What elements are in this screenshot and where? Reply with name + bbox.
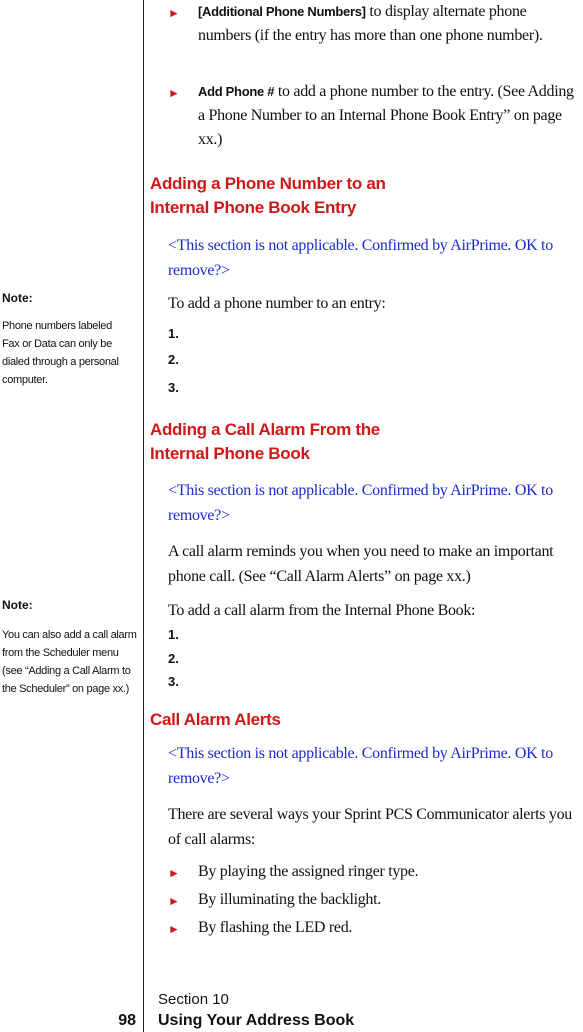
bullet-arrow-icon: ►	[168, 86, 180, 100]
section-heading: Adding a Phone Number to an Internal Phone Book Entry	[150, 174, 386, 217]
paragraph: There are several ways your Sprint PCS Communicator alerts you of call alarms:	[168, 806, 572, 848]
bullet-item: By playing the assigned ringer type.	[198, 863, 419, 880]
footer-section: Section 10	[158, 991, 229, 1008]
footer-title: Using Your Address Book	[158, 1012, 355, 1029]
note-body: Phone numbers labeled Fax or Data can only be dialed through a personal computer.	[2, 320, 119, 386]
editor-note: <This section is not applicable. Confirmed by AirPrime. OK to remove?>	[168, 237, 553, 279]
margin-rule	[143, 0, 144, 1032]
section-heading: Adding a Call Alarm From the Internal Phone Book	[150, 420, 380, 463]
step-number: 3.	[168, 674, 179, 689]
bullet-arrow-icon: ►	[168, 894, 180, 908]
step-number: 3.	[168, 380, 179, 395]
note-title: Note:	[2, 598, 33, 612]
bullet-item: By flashing the LED red.	[198, 919, 353, 936]
bullet-item: By illuminating the backlight.	[198, 891, 381, 908]
paragraph: A call alarm reminds you when you need to make an important phone call. (See “Call Alarm Alerts” on page xx.)	[168, 543, 554, 585]
note-title: Note:	[2, 291, 33, 305]
step-number: 1.	[168, 627, 179, 642]
step-number: 2.	[168, 651, 179, 666]
editor-note: <This section is not applicable. Confirmed by AirPrime. OK to remove?>	[168, 745, 553, 787]
page-number: 98	[118, 1012, 136, 1029]
editor-note: <This section is not applicable. Confirmed by AirPrime. OK to remove?>	[168, 482, 553, 524]
bullet-arrow-icon: ►	[168, 922, 180, 936]
bullet-item: [Additional Phone Numbers] to display alternate phone numbers (if the entry has more than one phone number).	[198, 3, 543, 44]
step-number: 2.	[168, 352, 179, 367]
section-heading: Call Alarm Alerts	[150, 710, 281, 729]
note-body: You can also add a call alarm from the Scheduler menu (see “Adding a Call Alarm to the Scheduler” on page xx.)	[2, 629, 137, 695]
bullet-arrow-icon: ►	[168, 866, 180, 880]
bullet-item: Add Phone # to add a phone number to the entry. (See Adding a Phone Number to an Internal Phone Book Entry” on page xx.)	[198, 83, 574, 148]
bullet-arrow-icon: ►	[168, 6, 180, 20]
step-number: 1.	[168, 326, 179, 341]
paragraph: To add a call alarm from the Internal Phone Book:	[168, 602, 476, 619]
paragraph: To add a phone number to an entry:	[168, 295, 386, 312]
